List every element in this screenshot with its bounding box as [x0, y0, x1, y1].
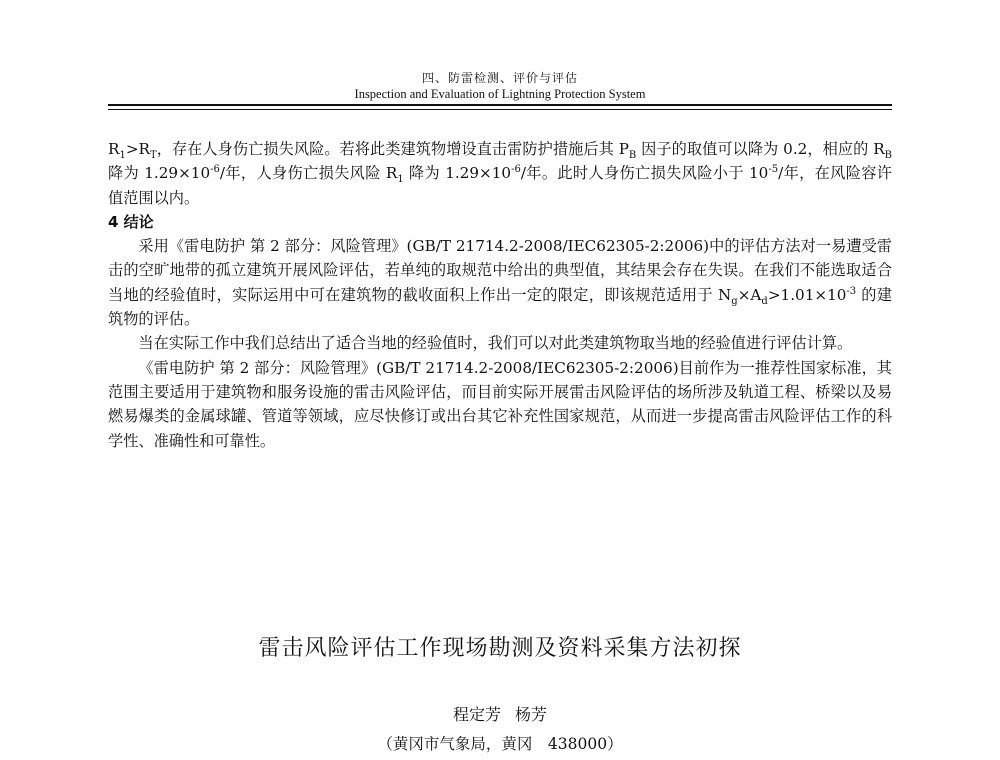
header-rule-thick: [108, 104, 892, 106]
running-header: [0, 70, 1000, 102]
article-authors: [0, 702, 1000, 725]
section-heading-conclusion: 4 结论: [108, 212, 154, 231]
article-body: [108, 137, 892, 453]
header-rule-thin: [108, 109, 892, 110]
article-title: 雷击风险评估工作现场勘测及资料采集方法初探: [258, 636, 742, 661]
header-english: Inspection and Evaluation of Lightning Protection System: [354, 87, 646, 101]
paragraph-risk-result: $R_1>R_T$，存在人身伤亡损失风险。若将此类建筑物增设直击雷防护措施后其 $P_B$ 因子的取值可以降为 0.2，相应的 $R_B$ 降为 $1.29\times 10^{-6}/$年，人身伤亡损失风险 $R_1$ 降为 $1.29\times 10^{-6}/$年。此时人身伤亡损失风险小于 $10^{-5}/$年，在风险容许值范围以内。: [108, 140, 892, 207]
header-chinese: 四、防雷检测、评价与评估: [421, 71, 578, 85]
paragraph-conclusion-1: 采用《雷电防护 第 2 部分：风险管理》(GB/T 21714.2-2008/IEC62305-2:2006)中的评估方法对一易遭受雷击的空旷地带的孤立建筑开展风险评估，若单纯的取规范中给出的典型值，其结果会存在失误。在我们不能选取适合当地的经验值时，实际运用中可在建筑物的截收面积上作出一定的限定，即该规范适用于 $N_g\times A_d>1.01\times 10^{-3}$ 的建筑物的评估。: [108, 237, 893, 329]
author-name: 程定芳: [452, 705, 501, 724]
author-name: 杨芳: [515, 705, 548, 724]
author-affiliation: （黄冈市气象局，黄冈 438000）: [377, 735, 623, 753]
paragraph-conclusion-2: 当在实际工作中我们总结出了适合当地的经验值时，我们可以对此类建筑物取当地的经验值进行评估计算。: [138, 334, 853, 353]
paragraph-conclusion-3: 《雷电防护 第 2 部分：风险管理》(GB/T 21714.2-2008/IEC62305-2:2006)目前作为一推荐性国家标准，其范围主要适用于建筑物和服务设施的雷击风险评估，而目前实际开展雷击风险评估的场所涉及轨道工程、桥梁以及易燃易爆类的金属球罐、管道等领域，应尽快修订或出台其它补充性国家规范，从而进一步提高雷击风险评估工作的科学性、准确性和可靠性。: [108, 358, 892, 450]
